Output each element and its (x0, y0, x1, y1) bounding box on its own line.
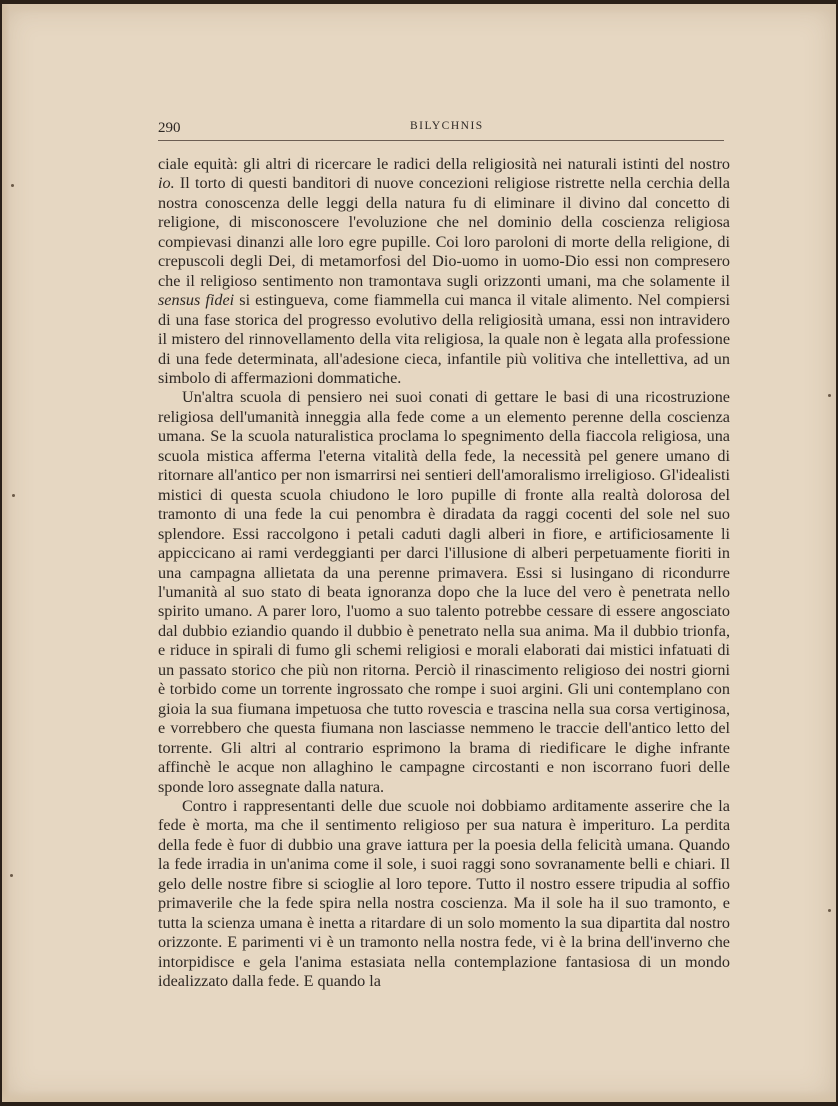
page-edge-bottom (2, 1090, 836, 1102)
running-title: BILYCHNIS (410, 120, 484, 132)
paragraph-2: Un'altra scuola di pensiero nei suoi conati di gettare le basi di una ricostruzione religiosa dell'umanità inneggia alla fede come a un elemento perenne della coscienza umana. Se la scuola naturalistica proclama lo spegnimento della fiaccola religiosa, una scuola mistica afferma l'eterna vitalità della fede, la necessità pel genere umano di ritornare all'antico per non ismarrirsi nei sentieri dell'amoralismo irreligioso. Gl'idealisti mistici di questa scuola chiudono le loro pupille di fronte alla realtà dolorosa del tramonto di una fede la cui penombra è diradata da raggi cocenti del sole nel suo splendore. Essi raccolgono i petali caduti dagli alberi in fiore, e artificiosamente li appiccicano ai rami verdeggianti per darci l'illusione di alberi perpetuamente fioriti in una campagna allietata da una perenne primavera. Essi si lusingano di ricondurre l'umanità al suo stato di beata ignoranza dopo che la luce del vero è penetrata nello spirito umano. A parer loro, l'uomo a suo talento potrebbe cessare di essere angosciato dal dubbio eziandio quando il dubbio è penetrato nella sua anima. Ma il dubbio trionfa, e riduce in spirali di fumo gli schemi religiosi e morali elaborati dai mistici infatuati di un passato storico che più non ritorna. Perciò il rinascimento religioso dei nostri giorni è torbido come un torrente ingrossato che rompe i suoi argini. Gli uni contemplano con gioia la sua fiumana impetuosa che tutto rovescia e trascina nella sua corsa vertiginosa, e vorrebbero che questa fiumana non lasciasse nemmeno le traccie dell'antico letto del torrente. Gli altri al contrario esprimono la brama di riedificare le dighe infrante affinchè le acque non allaghino le campagne circostanti e non iscorrano fuori delle sponde loro assegnate dalla natura. (158, 388, 730, 796)
margin-speck (10, 874, 13, 877)
paragraph-3: Contro i rappresentanti delle due scuole noi dobbiamo arditamente asserire che la fede è morta, ma che il sentimento religioso per sua natura è imperituro. La perdita della fede è fuor di dubbio una grave iattura per la poesia della felicità umana. Quando la fede irradia in un'anima come il sole, i suoi raggi sono sovranamente belli e chiari. Il gelo delle nostre fibre si scioglie al loro tepore. Tutto il nostro essere tripudia al soffio primaverile che la fede spira nella nostra coscienza. Ma il sole ha il suo tramonto, e tutta la scienza umana è inetta a ritardare di un solo momento la sua dipartita dal nostro orizzonte. E parimenti vi è un tramonto nella nostra fede, vi è la brina dell'inverno che intorpidisce e gela l'anima estasiata nella contemplazione fantasiosa di un mondo idealizzato dalla fede. E quando la (158, 796, 730, 991)
paragraph-1-italic-io: io. (158, 174, 175, 193)
page-number: 290 (158, 120, 181, 136)
paragraph-1-italic-sensus-fidei: sensus fidei (158, 291, 235, 310)
running-header (158, 118, 724, 141)
paragraph-1-text-b: Il torto di questi banditori di nuove concezioni religiose ristrette nella cerchia della nostra conoscenza delle leggi della natura fu di eliminare il divino dal concetto di religione, di misconoscere l'evoluzione che nel dominio della coscienza religiosa compievasi dinanzi alle loro egre pupille. Coi loro paroloni di morte della religione, di crepuscoli degli Dei, di metamorfosi del Dio-uomo in uomo-Dio essi non compresero che il religioso sentimento non tramontava sugli orizzonti umani, ma che solamente il (158, 174, 730, 290)
paragraph-1-text-a: ciale equità: gli altri di ricercare le radici della religiosità nei naturali istinti del nostro (158, 155, 730, 173)
page-edge-top (2, 4, 836, 14)
paragraph-1 (158, 155, 730, 388)
margin-speck (828, 394, 831, 397)
body-text (158, 155, 730, 991)
margin-speck (11, 184, 14, 187)
page-edge-left (2, 4, 10, 1102)
paragraph-1-text-c: si estingueva, come fiammella cui manca il vitale alimento. Nel compiersi di una fase storica del progresso evolutivo della religiosità umana, essi non intravidero il mistero del rinnovellamento della vita religiosa, la quale non è legata alla professione di una fede determinata, all'adesione cieca, infantile più volitiva che intellettiva, ad un simbolo di affermazioni dommatiche. (158, 291, 730, 387)
margin-speck (12, 494, 15, 497)
margin-speck (828, 909, 831, 912)
